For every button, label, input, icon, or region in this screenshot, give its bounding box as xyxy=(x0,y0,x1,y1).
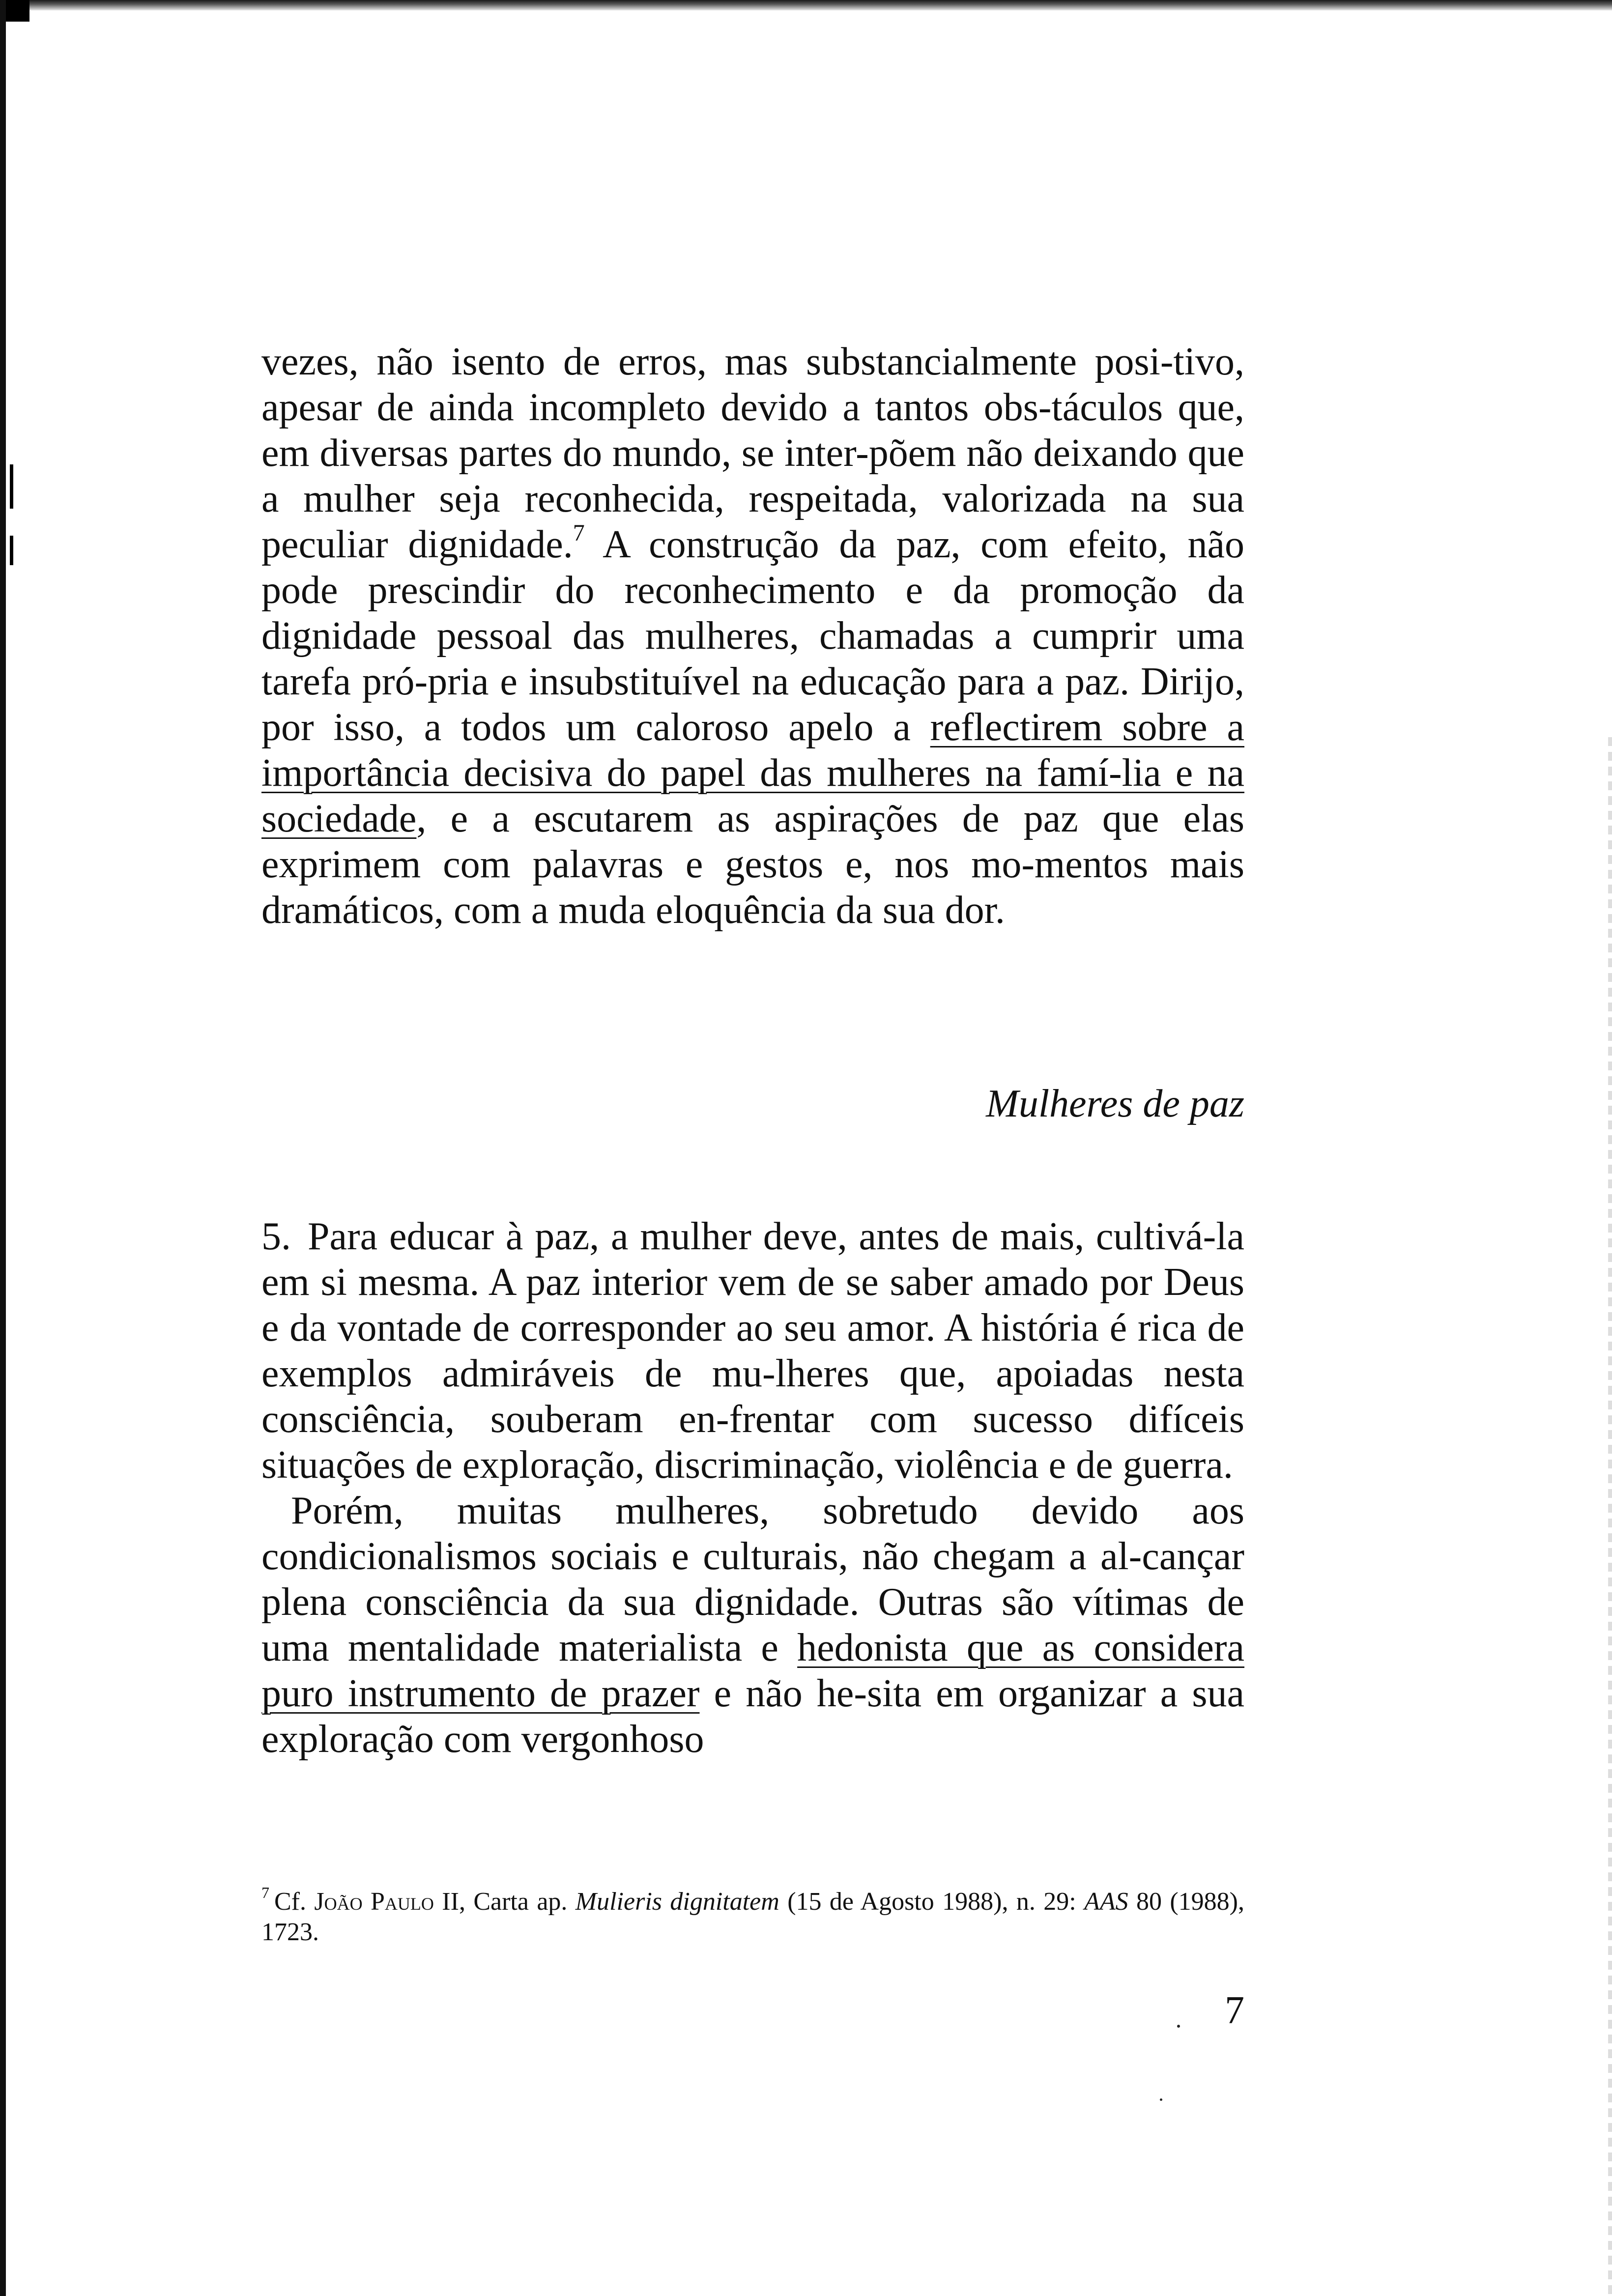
underlined-passage: hedonista que as considera puro instrumento de prazer xyxy=(261,1626,1245,1715)
paragraph-continuation xyxy=(261,339,1244,933)
scan-speck xyxy=(1160,2098,1162,2101)
body-text-top xyxy=(261,339,1244,933)
scan-margin-mark xyxy=(10,536,13,565)
paragraph-text: A construção da paz, com efeito, não pode prescindir do reconhecimento e da promoção da dignidade pessoal das mulheres, chamadas a cumprir uma tarefa pró-pria e insubstituível na educação para a paz. Dirijo, por isso, a todos um caloroso apelo a xyxy=(261,523,1244,749)
footnote-text: Cf. xyxy=(274,1888,315,1916)
page-number: 7 xyxy=(1225,1989,1244,2032)
footnote-journal: AAS xyxy=(1084,1888,1128,1916)
numbered-paragraph xyxy=(261,1214,1244,1488)
footnote-author: João Paulo xyxy=(314,1888,434,1916)
scan-speck xyxy=(1177,2025,1180,2028)
footnote-text: II, Carta ap. xyxy=(433,1888,576,1916)
footnote-work-title: Mulieris dignitatem xyxy=(575,1888,779,1916)
paragraph xyxy=(261,1488,1244,1762)
body-text-bottom xyxy=(261,1214,1244,1762)
footnote-text: (15 de Agosto 1988), n. 29: xyxy=(779,1888,1085,1916)
underlined-passage: reflectirem sobre a importância decisiva do papel das mulheres na famí-lia e na sociedade xyxy=(261,706,1244,840)
paragraph-text: , e a escutarem as aspirações de paz que elas exprimem com palavras e gestos e, nos mo-mentos mais dramáticos, com a muda eloquência da sua dor. xyxy=(261,797,1244,932)
scan-margin-mark xyxy=(10,464,13,509)
paragraph-text: e não he-sita em organizar a sua exploração com vergonhoso xyxy=(261,1672,1244,1761)
paragraph-text: Para educar à paz, a mulher deve, antes de mais, cultivá-la em si mesma. A paz interior vem de se saber amado por Deus e da vontade de corresponder ao seu amor. A história é rica de exemplos admiráveis de mu-lheres que, apoiadas nesta consciência, souberam en-frentar com sucesso difíceis situações de exploração, discriminação, violência e de guerra. xyxy=(261,1215,1244,1487)
footnote-marker: 7 xyxy=(261,1884,269,1901)
footnote xyxy=(261,1877,1244,1948)
section-heading: Mulheres de paz xyxy=(986,1082,1244,1125)
footnote-reference: 7 xyxy=(573,520,585,546)
footnote-text: 80 (1988), 1723. xyxy=(261,1888,1244,1946)
scan-top-edge xyxy=(0,0,1612,11)
scan-left-edge xyxy=(0,0,6,2296)
paragraph-number: 5. xyxy=(261,1215,291,1258)
paragraph-text: Porém, muitas mulheres, sobretudo devido aos condicionalismos sociais e culturais, não chegam a al-cançar plena consciência da sua dignidade. Outras são vítimas de uma mentalidade materialista e xyxy=(261,1489,1244,1669)
paragraph-text: vezes, não isento de erros, mas substancialmente posi-tivo, apesar de ainda incompleto devido a tantos obs-táculos que, em diversas partes do mundo, se inter-põem não deixando que a mulher seja reconhecida, respeitada, valorizada na sua peculiar dignidade. xyxy=(261,340,1244,566)
scan-right-edge xyxy=(1608,737,1612,2296)
